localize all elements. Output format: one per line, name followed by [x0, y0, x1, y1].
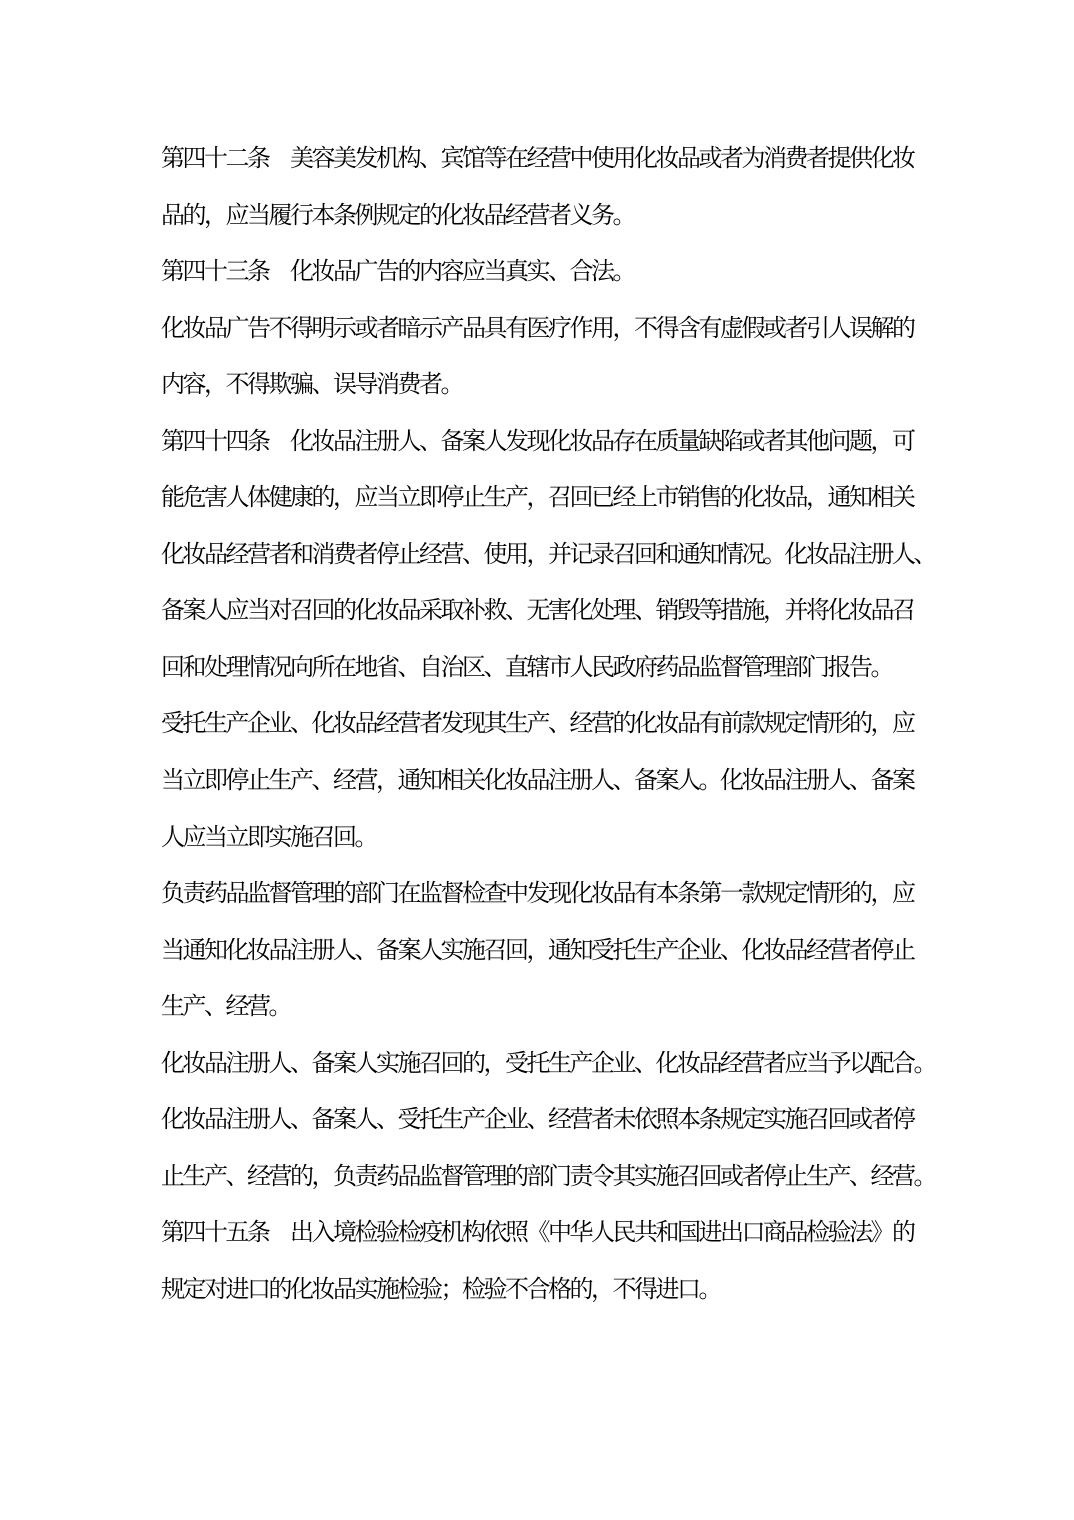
- text-line: 第四十二条 美容美发机构、宾馆等在经营中使用化妆品或者为消费者提供化妆: [161, 145, 914, 172]
- text-line: 第四十四条 化妆品注册人、备案人发现化妆品存在质量缺陷或者其他问题，可: [161, 427, 914, 455]
- text-line: 受托生产企业、化妆品经营者发现其生产、经营的化妆品有前款规定情形的，应: [161, 710, 914, 738]
- text-line: 当通知化妆品注册人、备案人实施召回，通知受托生产企业、化妆品经营者停止: [161, 936, 914, 964]
- text-line: 生产、经营。: [161, 993, 290, 1021]
- document-body: [161, 131, 935, 1318]
- text-line: 化妆品广告不得明示或者暗示产品具有医疗作用，不得含有虚假或者引人误解的: [161, 314, 914, 342]
- text-line: 人应当立即实施召回。: [161, 823, 376, 851]
- text-line: 当立即停止生产、经营，通知相关化妆品注册人、备案人。化妆品注册人、备案: [161, 767, 914, 795]
- text-line: 回和处理情况向所在地省、自治区、直辖市人民政府药品监督管理部门报告。: [161, 653, 892, 681]
- text-line: 备案人应当对召回的化妆品采取补救、无害化处理、销毁等措施，并将化妆品召: [161, 597, 914, 625]
- text-line: 化妆品注册人、备案人实施召回的，受托生产企业、化妆品经营者应当予以配合。: [161, 1049, 935, 1077]
- text-line: 负责药品监督管理的部门在监督检查中发现化妆品有本条第一款规定情形的，应: [161, 880, 914, 908]
- text-line: 第四十五条 出入境检验检疫机构依照《中华人民共和国进出口商品检验法》的: [161, 1219, 914, 1247]
- text-line: 能危害人体健康的，应当立即停止生产，召回已经上市销售的化妆品，通知相关: [161, 484, 914, 512]
- text-line: 止生产、经营的，负责药品监督管理的部门责令其实施召回或者停止生产、经营。: [161, 1162, 935, 1190]
- text-line: 第四十三条 化妆品广告的内容应当真实、合法。: [161, 258, 634, 286]
- text-line: 内容，不得欺骗、误导消费者。: [161, 371, 462, 399]
- text-line: 品的，应当履行本条例规定的化妆品经营者义务。: [161, 201, 634, 229]
- text-line: 规定对进口的化妆品实施检验；检验不合格的，不得进口。: [161, 1275, 720, 1303]
- text-line: 化妆品经营者和消费者停止经营、使用，并记录召回和通知情况。化妆品注册人、: [161, 540, 935, 568]
- text-line: 化妆品注册人、备案人、受托生产企业、经营者未依照本条规定实施召回或者停: [161, 1106, 914, 1134]
